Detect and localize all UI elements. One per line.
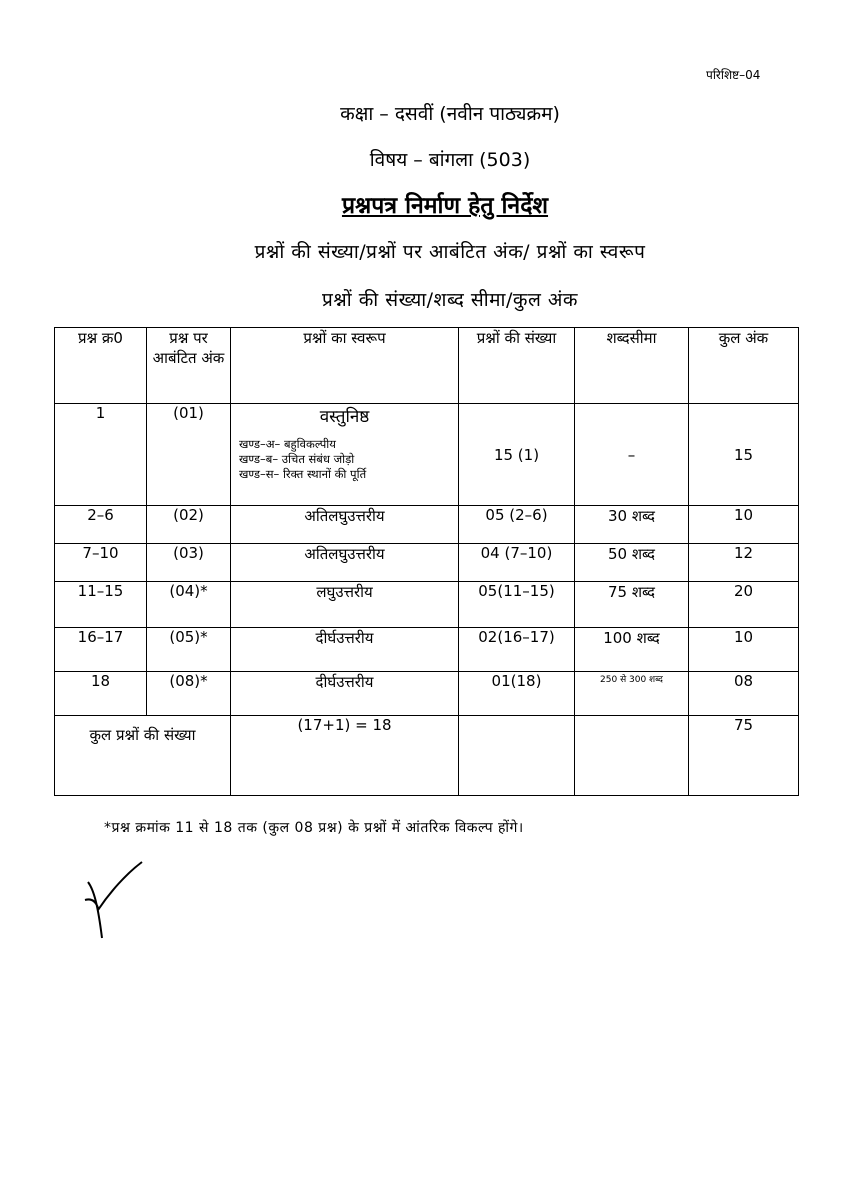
subheading-2: प्रश्नों की संख्या/शब्द सीमा/कुल अंक xyxy=(321,289,578,311)
instruction-table xyxy=(54,327,799,796)
sub-section-a: खण्ड–अ– बहुविकल्पीय xyxy=(239,437,336,451)
cell-marks: (05)* xyxy=(147,628,231,672)
cell-type: अतिलघुउत्तरीय xyxy=(231,544,459,582)
cell-qno: 1 xyxy=(55,404,147,506)
sub-section-list xyxy=(231,437,458,482)
subject-line: विषय – बांगला (503) xyxy=(369,149,531,171)
cell-type: दीर्घउत्तरीय xyxy=(231,672,459,716)
table-row xyxy=(55,582,799,628)
cell-count: 05 (2–6) xyxy=(459,506,575,544)
cell-total: 08 xyxy=(689,672,799,716)
cell-word-limit: 30 शब्द xyxy=(575,506,689,544)
sub-section-c: खण्ड–स– रिक्त स्थानों की पूर्ति xyxy=(239,467,367,481)
cell-qno: 11–15 xyxy=(55,582,147,628)
cell-marks: (08)* xyxy=(147,672,231,716)
cell-type: दीर्घउत्तरीय xyxy=(231,628,459,672)
col-header-count: प्रश्नों की संख्या xyxy=(459,328,575,404)
subheading-1: प्रश्नों की संख्या/प्रश्नों पर आबंटित अंक/ प्रश्नों का स्वरूप xyxy=(254,241,646,263)
cell-word-limit: 100 शब्द xyxy=(575,628,689,672)
col-header-total: कुल अंक xyxy=(689,328,799,404)
table-row xyxy=(55,506,799,544)
cell-total: 10 xyxy=(689,628,799,672)
total-marks: 75 xyxy=(689,716,799,796)
class-line: कक्षा – दसवीं (नवीन पाठ्यक्रम) xyxy=(340,103,560,125)
table-row xyxy=(55,628,799,672)
cell-count: 02(16–17) xyxy=(459,628,575,672)
table-row xyxy=(55,672,799,716)
cell-marks: (01) xyxy=(147,404,231,506)
cell-qno: 7–10 xyxy=(55,544,147,582)
table-total-row xyxy=(55,716,799,796)
cell-word-limit: – xyxy=(575,404,689,506)
total-empty-cell xyxy=(459,716,575,796)
col-header-type: प्रश्नों का स्वरूप xyxy=(231,328,459,404)
cell-count: 05(11–15) xyxy=(459,582,575,628)
table-header-row xyxy=(55,328,799,404)
table-row xyxy=(55,404,799,506)
cell-word-limit: 50 शब्द xyxy=(575,544,689,582)
cell-qno: 16–17 xyxy=(55,628,147,672)
cell-total: 15 xyxy=(689,404,799,506)
cell-total: 20 xyxy=(689,582,799,628)
total-label: कुल प्रश्नों की संख्या xyxy=(55,716,231,796)
table-row xyxy=(55,544,799,582)
cell-marks: (03) xyxy=(147,544,231,582)
cell-count: 01(18) xyxy=(459,672,575,716)
col-header-qno: प्रश्न क्र0 xyxy=(55,328,147,404)
cell-count: 15 (1) xyxy=(459,404,575,506)
footnote: *प्रश्न क्रमांक 11 से 18 तक (कुल 08 प्रश्न) के प्रश्नों में आंतरिक विकल्प होंगे। xyxy=(104,820,524,836)
cell-type: अतिलघुउत्तरीय xyxy=(231,506,459,544)
cell-word-limit: 250 से 300 शब्द xyxy=(575,672,689,716)
cell-type xyxy=(231,404,459,506)
cell-total: 10 xyxy=(689,506,799,544)
page-title: प्रश्नपत्र निर्माण हेतु निर्देश xyxy=(341,193,549,219)
cell-total: 12 xyxy=(689,544,799,582)
cell-marks: (04)* xyxy=(147,582,231,628)
cell-type: लघुउत्तरीय xyxy=(231,582,459,628)
cell-qno: 18 xyxy=(55,672,147,716)
cell-count: 04 (7–10) xyxy=(459,544,575,582)
appendix-tag: परिशिष्ट–04 xyxy=(706,68,761,82)
sub-section-b: खण्ड–ब– उचित संबंध जोड़ो xyxy=(239,452,355,466)
signature-mark xyxy=(80,860,150,940)
col-header-marks: प्रश्न पर आबंटित अंक xyxy=(147,328,231,404)
cell-qno: 2–6 xyxy=(55,506,147,544)
total-expression: (17+1) = 18 xyxy=(231,716,459,796)
col-header-word-limit: शब्दसीमा xyxy=(575,328,689,404)
cell-type-label: वस्तुनिष्ठ xyxy=(319,407,370,427)
cell-marks: (02) xyxy=(147,506,231,544)
cell-word-limit: 75 शब्द xyxy=(575,582,689,628)
total-empty-cell xyxy=(575,716,689,796)
